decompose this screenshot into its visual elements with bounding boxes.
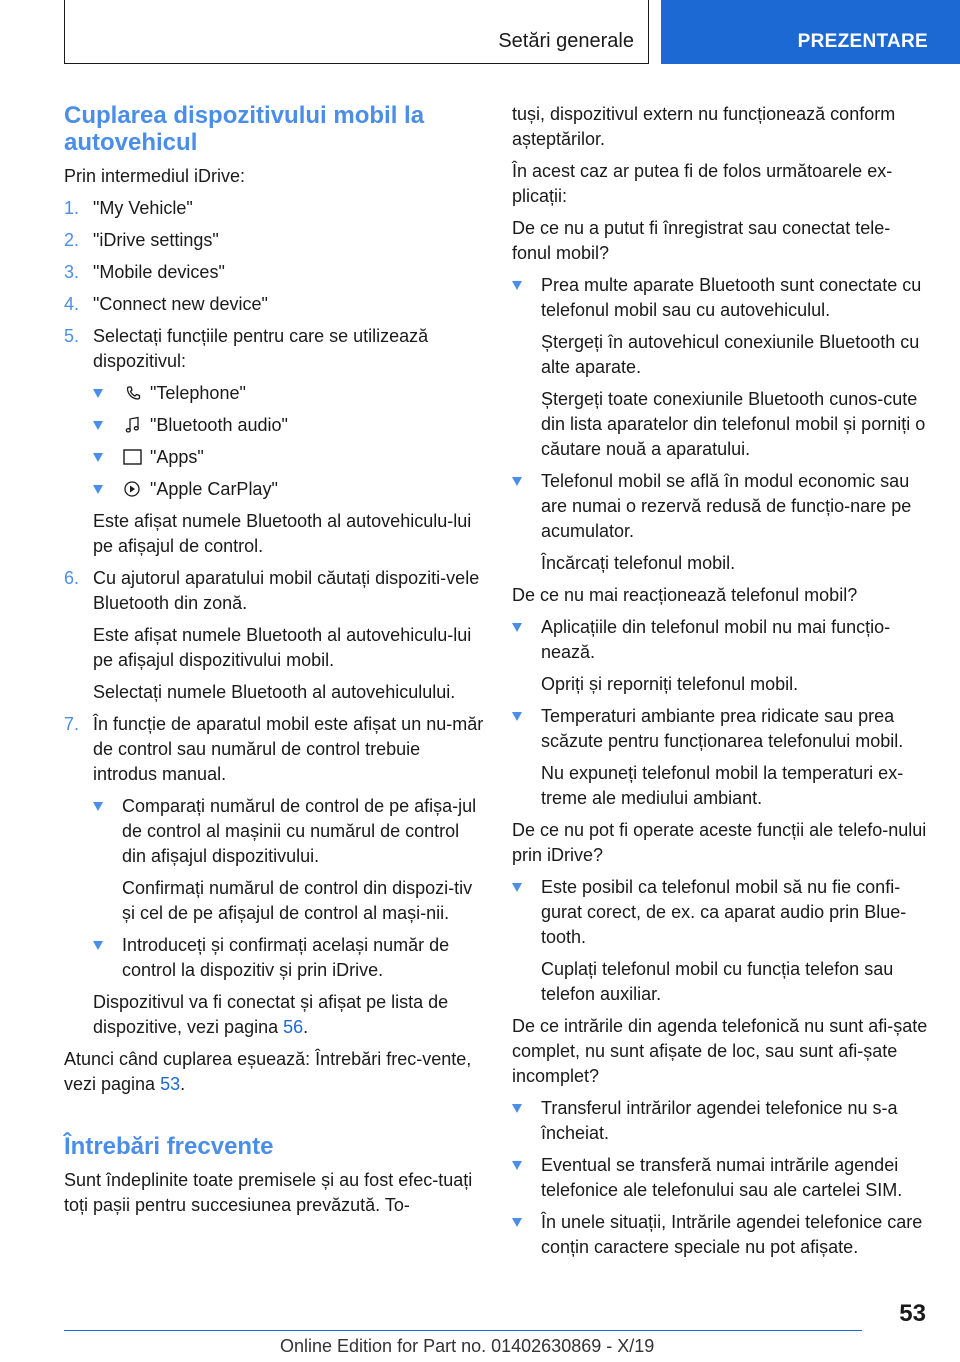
- step-5: [64, 324, 484, 559]
- bullet-note: Confirmați numărul de control din dispozi‐tiv și cel de pe afișajul de control al mași‐nii.: [122, 878, 473, 923]
- step-number: 4.: [64, 294, 80, 314]
- step-5-note: Este afișat numele Bluetooth al autovehiculu‐lui pe afișajul de control.: [93, 511, 472, 556]
- note-text-end: .: [303, 1017, 309, 1037]
- bullet-note: Ștergeți toate conexiunile Bluetooth cunos‐cute din lista aparatelor din telefonul mobil și porniți o căutare nouă a aparatului.: [541, 389, 926, 459]
- fail-text-end: .: [180, 1074, 186, 1094]
- phone-icon: [122, 384, 144, 402]
- right-column: [512, 102, 928, 1267]
- left-column: [64, 102, 484, 1225]
- footer-divider: [64, 1330, 862, 1331]
- step-4: [64, 292, 484, 317]
- triangle-bullet-icon: [512, 623, 522, 632]
- option-telephone: [93, 381, 484, 406]
- music-note-icon: [122, 416, 144, 434]
- triangle-bullet-icon: [93, 421, 103, 430]
- intro-text: Prin intermediul iDrive:: [64, 166, 246, 186]
- bullet-note: Ștergeți în autovehicul conexiunile Bluetooth cu alte aparate.: [541, 332, 920, 377]
- option-label: "Apps": [150, 447, 204, 467]
- answer-power-saving: [512, 469, 928, 576]
- step-6-note-2: Selectați numele Bluetooth al autovehiculului.: [93, 682, 456, 702]
- step-text: "iDrive settings": [93, 230, 219, 250]
- triangle-bullet-icon: [93, 802, 103, 811]
- step-6-note-1: Este afișat numele Bluetooth al autovehiculu‐lui pe afișajul dispozitivului mobil.: [93, 625, 472, 670]
- option-label: "Bluetooth audio": [150, 415, 288, 435]
- step-2: [64, 228, 484, 253]
- triangle-bullet-icon: [512, 281, 522, 290]
- step-number: 3.: [64, 262, 80, 282]
- step-7-note: [93, 990, 484, 1040]
- bullet-text: Comparați numărul de control de pe afișa‐jul de control al mașinii cu numărul de control din afișajul dispozitivului.: [122, 796, 477, 866]
- step-number: 1.: [64, 198, 80, 218]
- section-title-pairing: Cuplarea dispozitivului mobil la autovehicul: [64, 102, 425, 156]
- bullet-text: Telefonul mobil se află în modul economic sau are numai o rezervă redusă de funcțio‐nare pe acumulator.: [541, 471, 912, 541]
- step-text: "My Vehicle": [93, 198, 193, 218]
- page-link-53[interactable]: 53: [160, 1074, 181, 1094]
- answer-transfer-incomplete: [512, 1096, 928, 1146]
- option-bluetooth-audio: [93, 413, 484, 438]
- answer-too-many-devices: [512, 273, 928, 462]
- pairing-fail-text: [64, 1047, 484, 1097]
- step-text: Selectați funcțiile pentru care se utilizează dispozitivul:: [93, 326, 429, 371]
- header-chapter-title: PREZENTARE: [797, 31, 928, 52]
- bullet-text: Temperaturi ambiante prea ridicate sau prea scăzute pentru funcționarea telefonului mobil.: [541, 706, 904, 751]
- step-text: Cu ajutorul aparatului mobil căutați dispoziti‐vele Bluetooth din zonă.: [93, 568, 480, 613]
- bullet-note: Încărcați telefonul mobil.: [541, 553, 736, 573]
- header-section-title: Setări generale: [498, 30, 634, 52]
- step-7: [64, 712, 484, 1040]
- answer-sim-only: [512, 1153, 928, 1203]
- triangle-bullet-icon: [512, 1161, 522, 1170]
- bullet-text: Eventual se transferă numai intrările agendei telefonice ale telefonului sau ale cartelei SIM.: [541, 1155, 903, 1200]
- bullet-text: Introduceți și confirmați același număr de control la dispozitiv și prin iDrive.: [122, 935, 450, 980]
- step-text: "Mobile devices": [93, 262, 225, 282]
- enter-control-number-bullet: [93, 933, 484, 983]
- header-chapter-tab: [661, 0, 960, 64]
- step-text: "Connect new device": [93, 294, 268, 314]
- faq-intro-continued: tuși, dispozitivul extern nu funcționează conform așteptărilor.: [512, 104, 896, 149]
- bullet-note: Cuplați telefonul mobil cu funcția telefon sau telefon auxiliar.: [541, 959, 894, 1004]
- answer-configured-wrong: [512, 875, 928, 1007]
- answer-apps-not-working: [512, 615, 928, 697]
- triangle-bullet-icon: [512, 1104, 522, 1113]
- triangle-bullet-icon: [512, 883, 522, 892]
- page-number: 53: [899, 1300, 926, 1327]
- compare-control-number-bullet: [93, 794, 484, 926]
- bullet-text: Prea multe aparate Bluetooth sunt conectate cu telefonul mobil sau cu autovehiculul.: [541, 275, 922, 320]
- step-number: 2.: [64, 230, 80, 250]
- triangle-bullet-icon: [512, 477, 522, 486]
- option-apps: [93, 445, 484, 470]
- question-4: De ce intrările din agenda telefonică nu sunt afi‐șate complet, nu sunt afișate de loc, sau sunt afi‐șate incomplet?: [512, 1016, 928, 1086]
- triangle-bullet-icon: [512, 712, 522, 721]
- step-number: 5.: [64, 326, 80, 346]
- fail-text: Atunci când cuplarea eșuează: Întrebări frec‐vente, vezi pagina: [64, 1049, 472, 1094]
- carplay-icon: [122, 480, 144, 498]
- step-number: 7.: [64, 714, 80, 734]
- step-1: [64, 196, 484, 221]
- step-text: În funcție de aparatul mobil este afișat un nu‐măr de control sau numărul de control trebuie introdus manual.: [93, 714, 484, 784]
- bullet-text: Este posibil ca telefonul mobil să nu fie confi‐gurat corect, de ex. ca aparat audio prin Blue‐tooth.: [541, 877, 907, 947]
- triangle-bullet-icon: [512, 1218, 522, 1227]
- step-6: [64, 566, 484, 705]
- apps-icon: [122, 448, 144, 466]
- header-section-box: [64, 0, 649, 64]
- bullet-note: Opriți și reporniți telefonul mobil.: [541, 674, 799, 694]
- question-3: De ce nu pot fi operate aceste funcții ale telefo‐nului prin iDrive?: [512, 820, 927, 865]
- triangle-bullet-icon: [93, 941, 103, 950]
- section-title-faq: Întrebări frecvente: [64, 1133, 274, 1160]
- answer-temperature: [512, 704, 928, 811]
- option-apple-carplay: [93, 477, 484, 502]
- footer-edition: Online Edition for Part no. 01402630869 - X/19: [280, 1336, 655, 1356]
- option-label: "Telephone": [150, 383, 246, 403]
- bullet-note: Nu expuneți telefonul mobil la temperaturi ex‐treme ale mediului ambiant.: [541, 763, 904, 808]
- answer-special-characters: [512, 1210, 928, 1260]
- explanations-text: În acest caz ar putea fi de folos următoarele ex‐plicații:: [512, 161, 893, 206]
- bullet-text: Transferul intrărilor agendei telefonice nu s-a încheiat.: [541, 1098, 898, 1143]
- step-number: 6.: [64, 568, 80, 588]
- triangle-bullet-icon: [93, 485, 103, 494]
- question-1: De ce nu a putut fi înregistrat sau conectat tele‐fonul mobil?: [512, 218, 891, 263]
- bullet-text: Aplicațiile din telefonul mobil nu mai funcțio‐nează.: [541, 617, 891, 662]
- question-2: De ce nu mai reacționează telefonul mobil?: [512, 585, 858, 605]
- triangle-bullet-icon: [93, 453, 103, 462]
- step-3: [64, 260, 484, 285]
- page-link-56[interactable]: 56: [283, 1017, 304, 1037]
- faq-intro: Sunt îndeplinite toate premisele și au fost efec‐tuați toți pașii pentru succesiunea prevăzută. To‐: [64, 1170, 473, 1215]
- bullet-text: În unele situații, Intrările agendei telefonice care conțin caractere speciale nu pot afișate.: [541, 1212, 923, 1257]
- triangle-bullet-icon: [93, 389, 103, 398]
- note-text: Dispozitivul va fi conectat și afișat pe lista de dispozitive, vezi pagina: [93, 992, 449, 1037]
- option-label: "Apple CarPlay": [150, 479, 278, 499]
